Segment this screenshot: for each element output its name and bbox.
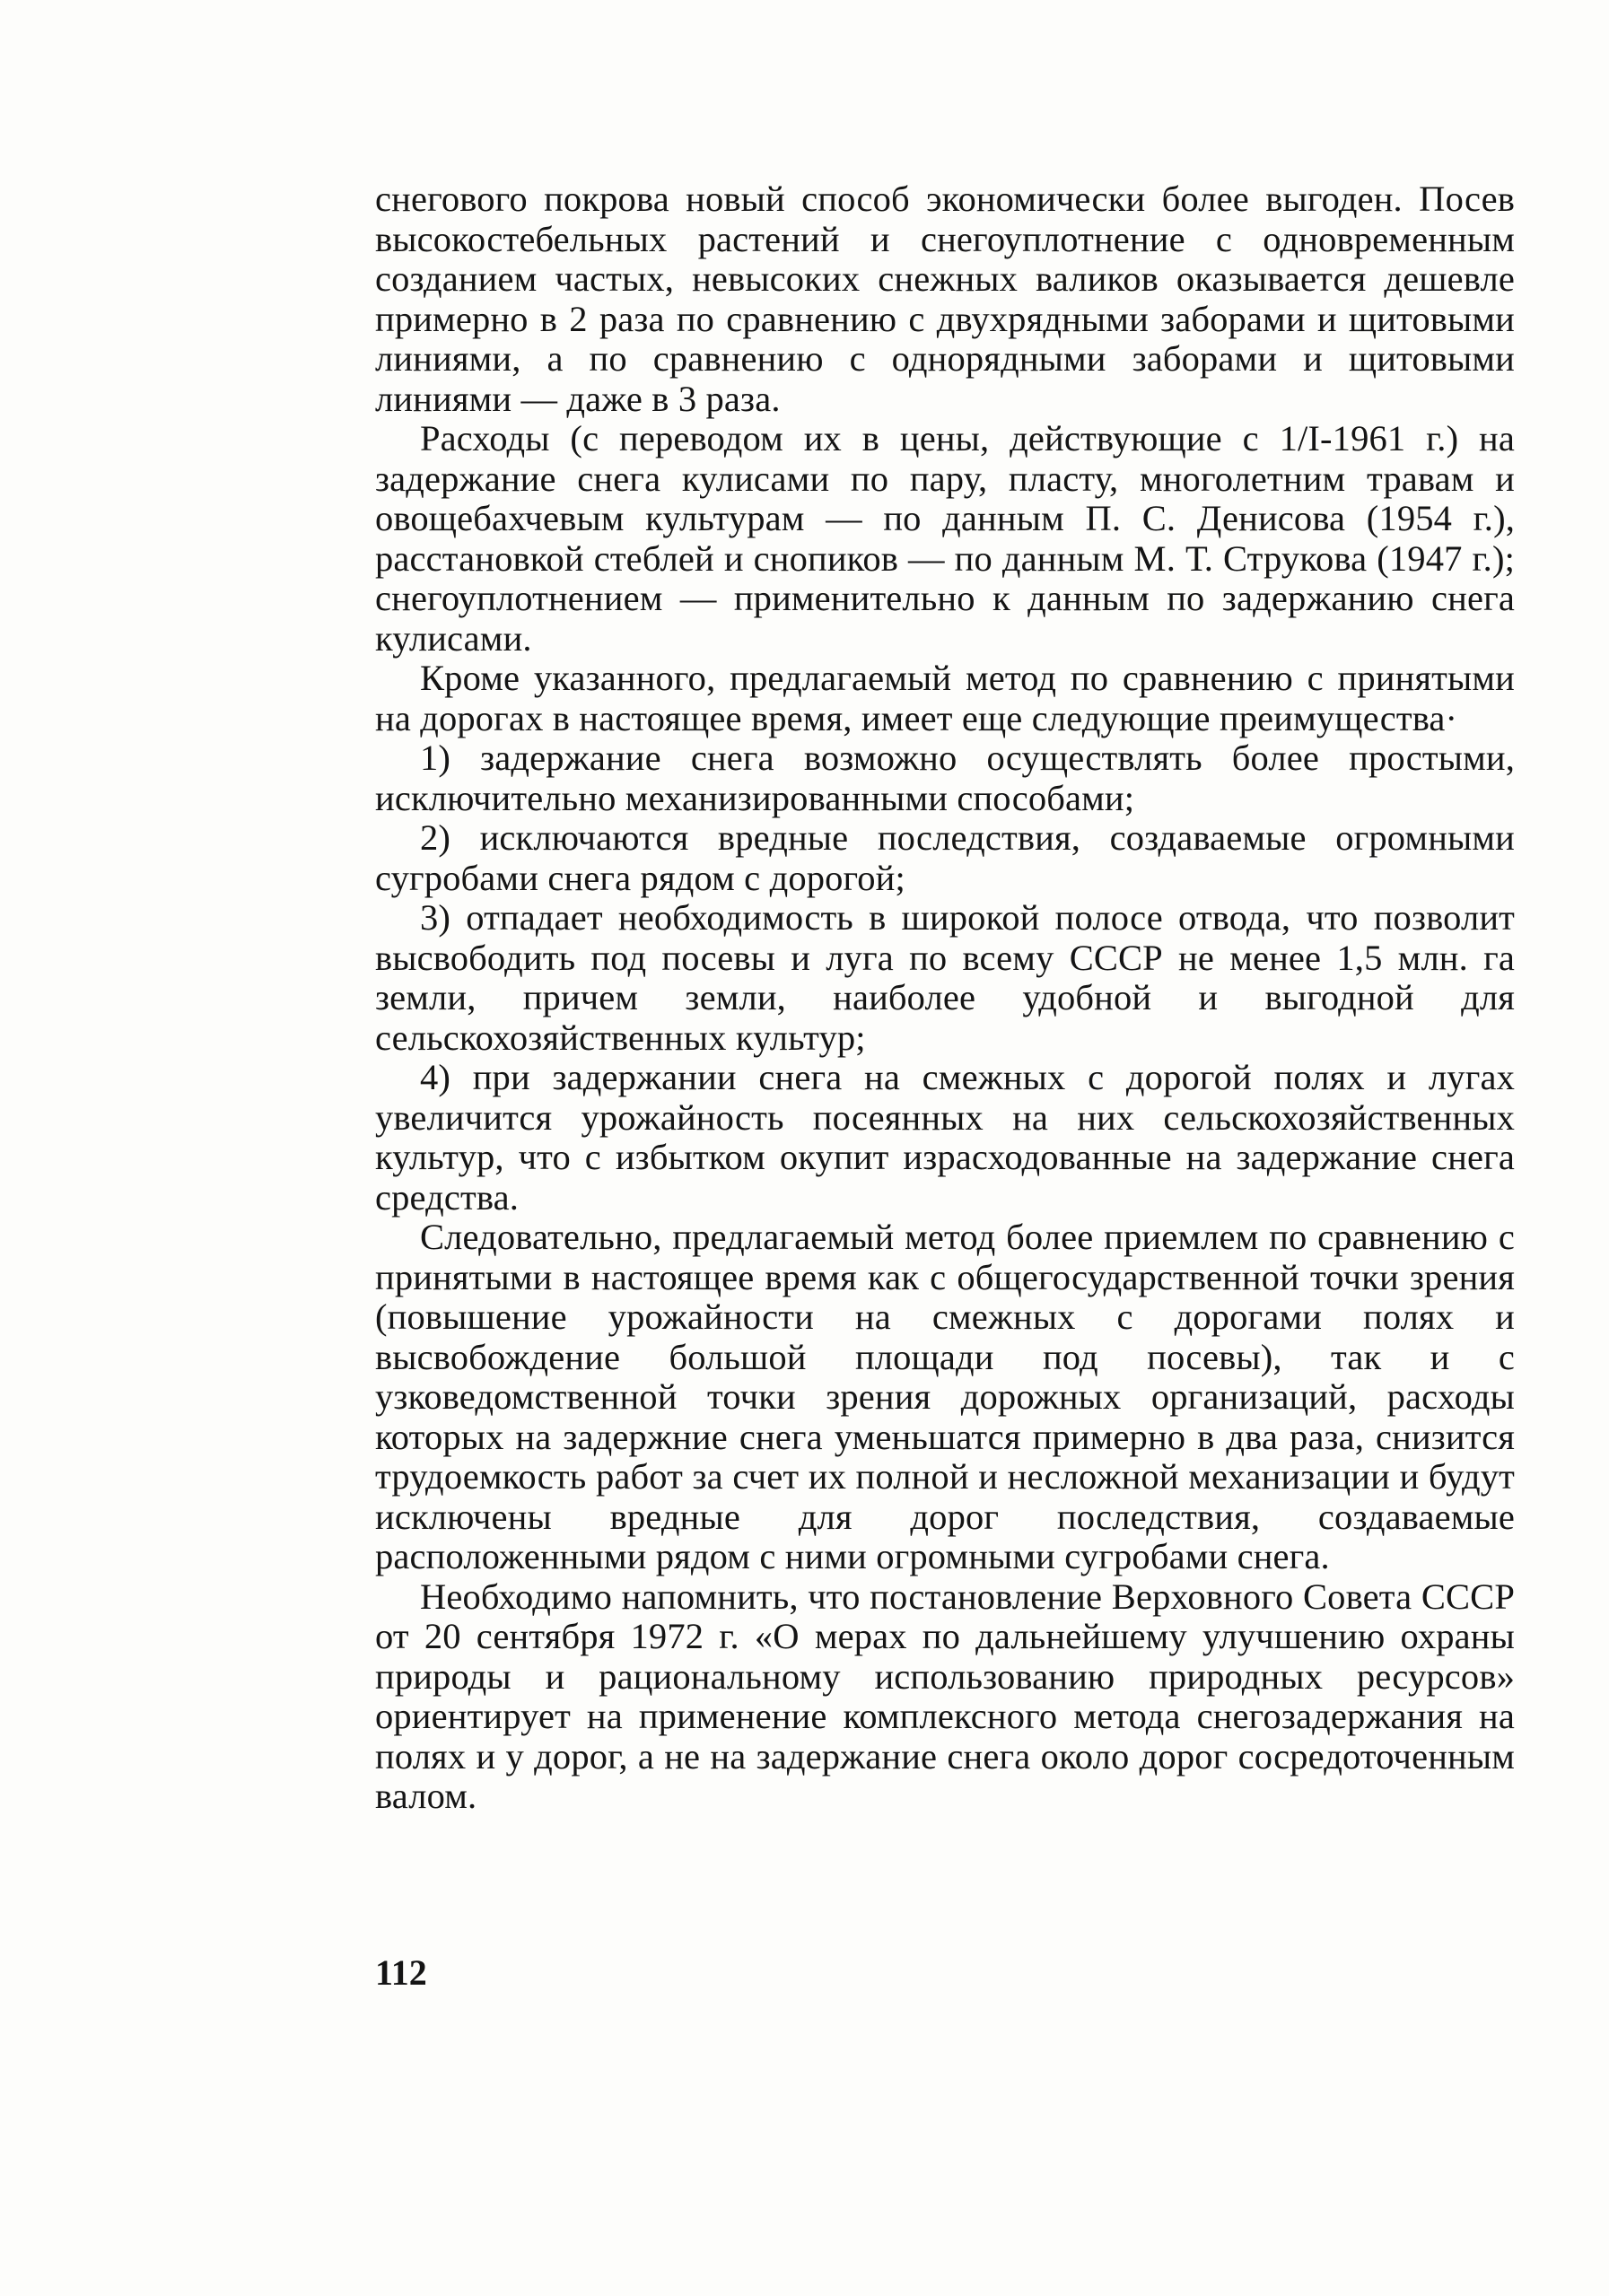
list-item-1: 1) задержание снега возможно осуществлять более простыми, исключительно механизированными способами; (375, 738, 1515, 818)
paragraph-resolution: Необходимо напомнить, что постановление Верховного Совета СССР от 20 сентября 1972 г. «О мерах по дальнейшему улучшению охраны природы и рациональному использованию природных ресурсов» ориентирует на применение комплексного метода снегозадержания на полях и у дорог, а не на задержание снега около дорог сосредоточенным валом. (375, 1576, 1515, 1816)
list-item-4: 4) при задержании снега на смежных с дорогой полях и лугах увеличится урожайность посеянных на них сельскохозяйственных культур, что с избытком окупит израсходованные на задержание снега средства. (375, 1057, 1515, 1218)
paragraph-advantages-intro: Кроме указанного, предлагаемый метод по сравнению с принятыми на дорогах в настоящее время, имеет еще следующие преимущества· (375, 658, 1515, 738)
paragraph-costs: Расходы (с переводом их в цены, действующие с 1/I-1961 г.) на задержание снега кулисами по пару, пласту, многолетним травам и овощебахчевым культурам — по данным П. С. Денисова (1954 г.), расстановкой стеблей и снопиков — по данным М. Т. Струкова (1947 г.); снегоуплотнением — применительно к данным по задержанию снега кулисами. (375, 418, 1515, 659)
paragraph-continuation: снегового покрова новый способ экономически более выгоден. Посев высокостебельных растений и снегоуплотнение с одновременным созданием частых, невысоких снежных валиков оказывается дешевле примерно в 2 раза по сравнению с двухрядными заборами и щитовыми линиями, а по сравнению с однорядными заборами и щитовыми линиями — даже в 3 раза. (375, 179, 1515, 419)
page-number: 112 (375, 1952, 427, 1993)
list-item-2: 2) исключаются вредные последствия, создаваемые огромными сугробами снега рядом с дорогой; (375, 817, 1515, 898)
paragraph-conclusion: Следовательно, предлагаемый метод более приемлем по сравнению с принятыми в настоящее время как с общегосударственной точки зрения (повышение урожайности на смежных с дорогами полях и высвобождение большой площади под посевы), так и с узковедомственной точки зрения дорожных организаций, расходы которых на задержние снега уменьшатся примерно в два раза, снизится трудоемкость работ за счет их полной и несложной механизации и будут исключены вредные для дорог последствия, создаваемые расположенными рядом с ними огромными сугробами снега. (375, 1217, 1515, 1576)
body-text (375, 179, 1515, 1817)
list-item-3: 3) отпадает необходимость в широкой полосе отвода, что позволит высвободить под посевы и луга по всему СССР не менее 1,5 млн. га земли, причем земли, наиболее удобной и выгодной для сельскохозяйственных культур; (375, 897, 1515, 1058)
